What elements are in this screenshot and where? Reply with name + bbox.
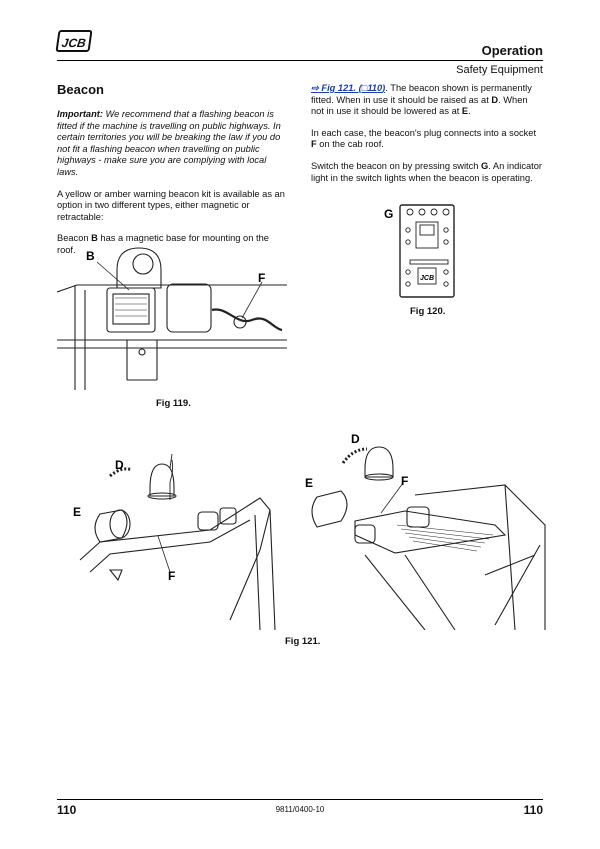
subsection-title: Safety Equipment — [456, 64, 543, 76]
page-heading: Beacon — [57, 82, 104, 97]
important-label: Important: — [57, 109, 103, 119]
fig121-right-label-d: D — [351, 432, 360, 446]
document-number: 9811/0400-10 — [275, 805, 325, 814]
fig119-label-b: B — [86, 249, 95, 263]
text-run: . An indicator light in the switch lights when the beacon is operating. — [311, 160, 543, 183]
fig-119-caption: Fig 119. — [156, 398, 191, 409]
fig-121-caption: Fig 121. — [285, 636, 321, 647]
jcb-logo: JCB — [55, 30, 92, 52]
beacon-kit-paragraph: A yellow or amber warning beacon kit is available as an option in two different types, either magnetic or retractable: — [57, 188, 285, 222]
page-icon: □ — [361, 83, 368, 93]
fig121-left-label-f: F — [168, 569, 176, 583]
fig-121-right-retractable — [305, 425, 550, 630]
switch-paragraph — [311, 161, 543, 184]
page-number-left: 110 — [57, 803, 77, 817]
header-divider — [57, 60, 543, 61]
fig120-label-g: G — [384, 207, 394, 221]
arrow-icon: ⇨ — [311, 83, 319, 93]
label-d-ref: D — [491, 94, 499, 105]
fig-121-left-retractable — [60, 450, 280, 630]
fig121-right-label-e: E — [305, 476, 314, 490]
fig121-left-label-d: D — [115, 458, 124, 472]
fig121-left-label-e: E — [73, 505, 82, 519]
fig120-jcb-badge: JCB — [420, 275, 435, 282]
page-number-right: 110 — [523, 803, 543, 817]
fig-119-beacon-magnetic — [57, 240, 287, 390]
text-run: . — [468, 106, 471, 117]
text-run: Switch the beacon on by pressing switch — [311, 160, 482, 171]
retractable-beacon-paragraph — [311, 83, 543, 118]
label-f-ref: F — [311, 139, 317, 150]
text-run: Beacon — [57, 233, 92, 244]
label-e-ref: E — [461, 106, 469, 117]
text-run: In each case, the beacon's plug connects into a socket — [311, 127, 537, 138]
fig-120-switch-panel — [380, 200, 460, 300]
text-run: on the cab roof. — [316, 139, 384, 150]
text-run: has a magnetic base for mounting on the roof. — [57, 233, 269, 255]
fig121-right-label-f: F — [401, 474, 409, 488]
socket-paragraph — [311, 128, 543, 151]
section-title: Operation — [481, 43, 543, 58]
label-b-ref: B — [91, 233, 98, 244]
fig-121-link[interactable]: ⇨ Fig 121. (□110) — [311, 83, 386, 93]
right-column — [311, 83, 543, 194]
label-g-ref: G — [481, 160, 489, 171]
fig119-label-f: F — [258, 271, 266, 285]
text-run: . When not in use it should be lowered as at — [311, 94, 528, 117]
fig-120-caption: Fig 120. — [410, 306, 446, 317]
text-run: . The beacon shown is permanently fitted. When in use it should be raised as at — [311, 83, 532, 105]
important-text: We recommend that a flashing beacon is fitted if the machine is travelling on public highways. In certain territories you will be breaking the law if you do not fit a flashing beacon when travelling on public highways - make sure you are complying with local laws. — [57, 109, 281, 177]
footer-divider — [57, 799, 543, 800]
important-note — [57, 109, 289, 179]
xref-fig: Fig 121. — [321, 83, 357, 93]
xref-page: 110 — [367, 83, 383, 93]
